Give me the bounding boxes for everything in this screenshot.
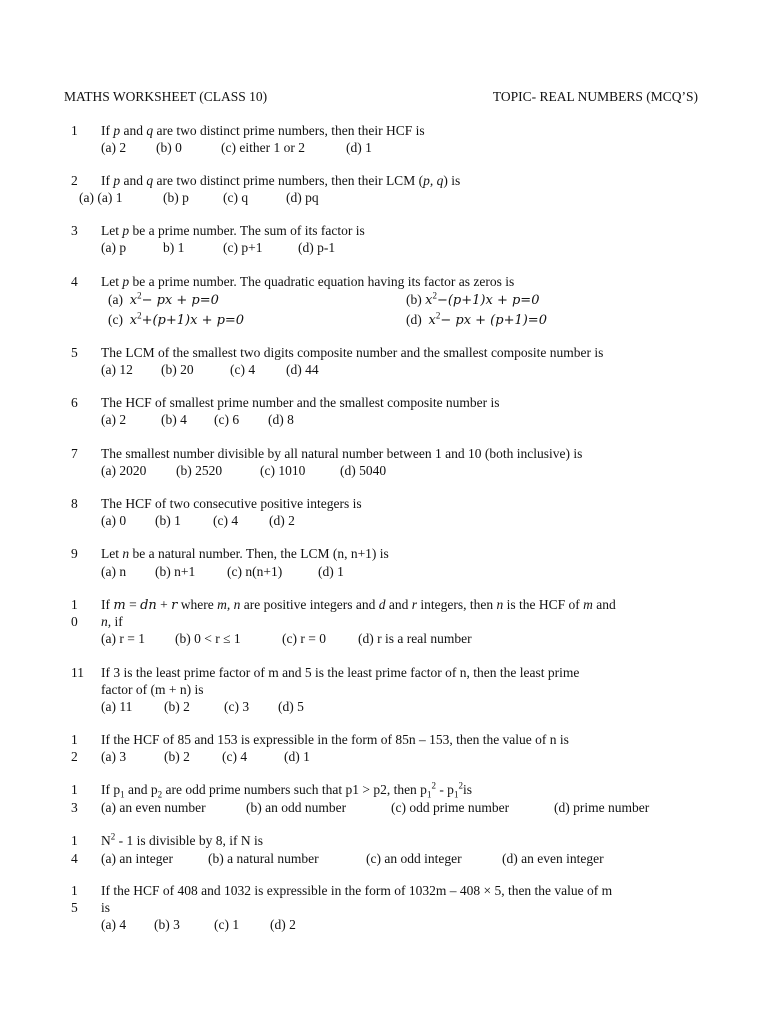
question-number: 1 [71, 597, 78, 612]
option-a: (a) an even number [101, 800, 206, 815]
option-c: (c) q [223, 190, 249, 205]
option-c: (c) $x^2+(p+1)x + p=0$ [108, 310, 245, 328]
option-a: (a) 2 [101, 140, 127, 155]
option-c: (c) 4 [213, 513, 239, 528]
question-stem-cont: is [101, 900, 111, 915]
option-b: (b) 1 [155, 513, 181, 528]
option-b: (b) 4 [161, 412, 187, 427]
option-c: (c) 4 [222, 749, 248, 764]
option-b: (b) 2 [164, 699, 190, 714]
option-d: (d) 5 [278, 699, 304, 714]
option-c: (c) 4 [230, 362, 256, 377]
question-number-wrap: 2 [71, 749, 78, 764]
question-number-wrap: 3 [71, 800, 78, 815]
worksheet-header [64, 89, 698, 107]
question-number-wrap: 4 [71, 851, 78, 866]
question-stem: If m = dn + r where m, n are positive integers and d and r integers, then n is the HCF of m and [101, 597, 616, 613]
question-number: 4 [71, 274, 78, 289]
option-b: (b) a natural number [208, 851, 319, 866]
question-stem: The HCF of two consecutive positive integers is [101, 496, 362, 511]
option-c: (c) either 1 or 2 [221, 140, 305, 155]
question-number: 1 [71, 732, 78, 747]
option-d: (d) 2 [270, 917, 296, 932]
question-number: 8 [71, 496, 78, 511]
question-number: 2 [71, 173, 78, 188]
question-stem: If $p_1$ and $p_2$ are odd prime numbers such that p1 > p2, then $p_1^2 - p_1^2is$ [101, 780, 472, 800]
question-stem: If the HCF of 408 and 1032 is expressible in the form of 1032m – 408 × 5, then the value of m [101, 883, 613, 898]
question-number-wrap: 5 [71, 900, 78, 915]
question-number-wrap: 0 [71, 614, 78, 629]
option-a: (a) an integer [101, 851, 173, 866]
option-d: (d) pq [286, 190, 319, 205]
question-stem-cont: n, if [101, 614, 123, 629]
option-b: (b) an odd number [246, 800, 347, 815]
question-stem: $N^2 - 1$ is divisible by 8, if N is [101, 831, 263, 848]
option-b: (b) 2 [164, 749, 190, 764]
option-c: (c) an odd integer [366, 851, 462, 866]
option-b: (b) 2520 [176, 463, 223, 478]
option-d: (d) an even integer [502, 851, 604, 866]
option-a: (a) 0 [101, 513, 127, 528]
option-d: (d) 8 [268, 412, 294, 427]
question-stem-cont: factor of (m + n) is [101, 682, 204, 697]
option-a: (a) (a) 1 [79, 190, 123, 205]
option-b: (b) 0 < r ≤ 1 [175, 631, 241, 646]
option-c: (c) odd prime number [391, 800, 510, 815]
question-number: 3 [71, 223, 78, 238]
option-b: b) 1 [163, 240, 185, 255]
option-c: (c) 3 [224, 699, 250, 714]
option-b: (b) 3 [154, 917, 180, 932]
option-c: (c) 1 [214, 917, 240, 932]
option-c: (c) 1010 [260, 463, 306, 478]
question-stem: The LCM of the smallest two digits composite number and the smallest composite number is [101, 345, 604, 360]
option-c: (c) r = 0 [282, 631, 326, 646]
option-d: (d) 1 [346, 140, 372, 155]
question-number: 1 [71, 782, 78, 797]
option-d: (d) 5040 [340, 463, 387, 478]
option-b: (b) p [163, 190, 189, 205]
option-a: (a) p [101, 240, 127, 255]
question-number: 11 [71, 665, 84, 680]
option-b: (b) n+1 [155, 564, 196, 579]
option-a: (a) 3 [101, 749, 127, 764]
question-number: 6 [71, 395, 78, 410]
option-a: (a) n [101, 564, 127, 579]
option-d: (d) 1 [284, 749, 310, 764]
option-d: (d) prime number [554, 800, 650, 815]
option-c: (c) p+1 [223, 240, 263, 255]
question-stem: The HCF of smallest prime number and the smallest composite number is [101, 395, 500, 410]
option-d: (d) r is a real number [358, 631, 472, 646]
option-b: (b) $x^2-(p+1)x + p=0$ [406, 290, 540, 308]
option-b: (b) 20 [161, 362, 194, 377]
question-number: 9 [71, 546, 78, 561]
question-stem: Let n be a natural number. Then, the LCM (n, n+1) is [101, 546, 389, 561]
question-number: 7 [71, 446, 78, 461]
option-a: (a) 11 [101, 699, 133, 714]
question-number: 1 [71, 833, 78, 848]
question-stem: Let p be a prime number. The sum of its factor is [101, 223, 365, 238]
option-c: (c) 6 [214, 412, 240, 427]
question-stem: The smallest number divisible by all natural number between 1 and 10 (both inclusive) is [101, 446, 583, 461]
question-number: 1 [71, 123, 78, 138]
worksheet-topic: TOPIC- REAL NUMBERS (MCQ’S) [492, 89, 698, 104]
option-d: (d) 2 [269, 513, 295, 528]
option-d: (d) 1 [318, 564, 344, 579]
option-a: (a) 12 [101, 362, 133, 377]
option-a: (a) r = 1 [101, 631, 145, 646]
option-c: (c) n(n+1) [227, 564, 283, 579]
question-number: 1 [71, 883, 78, 898]
option-d: (d) $x^2-$ px + (p+1)=0 [406, 310, 547, 328]
question-stem: If 3 is the least prime factor of m and 5 is the least prime factor of n, then the least prime [101, 665, 580, 680]
option-a: (a) 2020 [101, 463, 147, 478]
option-b: (b) 0 [156, 140, 182, 155]
question-stem: If p and q are two distinct prime numbers, then their HCF is [101, 123, 425, 138]
question-stem: If p and q are two distinct prime numbers, then their LCM (p, q) is [101, 173, 461, 188]
worksheet-title: MATHS WORKSHEET (CLASS 10) [64, 89, 268, 104]
option-a: (a) 4 [101, 917, 127, 932]
option-a: (a) $x^2-$ px + p=0 [108, 290, 219, 308]
question-number: 5 [71, 345, 78, 360]
question-stem: If the HCF of 85 and 153 is expressible in the form of 85n – 153, then the value of n is [101, 732, 569, 747]
option-d: (d) p-1 [298, 240, 336, 255]
option-d: (d) 44 [286, 362, 319, 377]
option-a: (a) 2 [101, 412, 127, 427]
question-stem: Let p be a prime number. The quadratic equation having its factor as zeros is [101, 274, 515, 289]
